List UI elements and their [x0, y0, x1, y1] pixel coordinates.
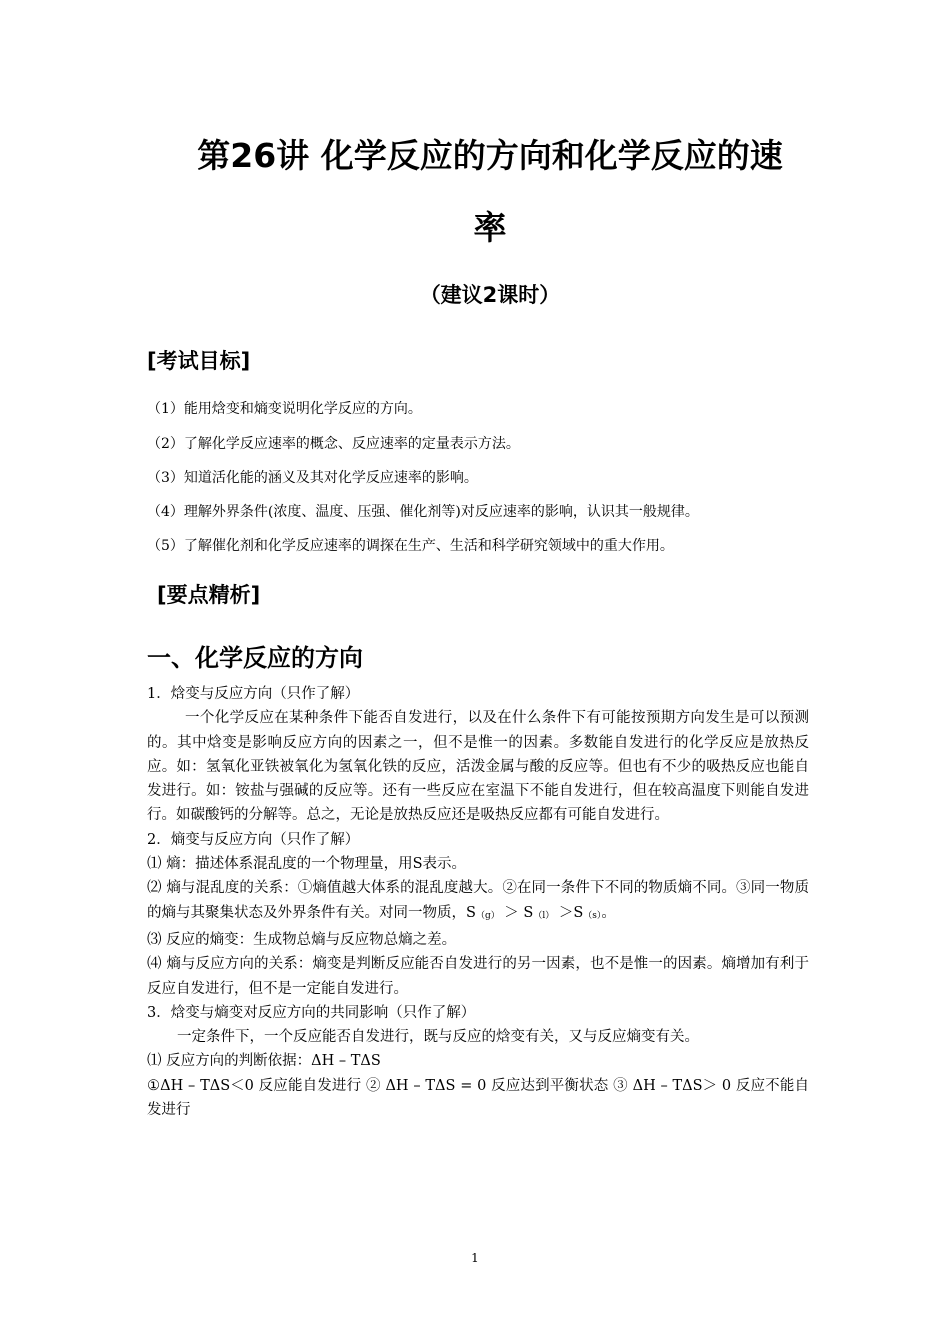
exam-goal-item: （4）理解外界条件(浓度、温度、压强、催化剂等)对反应速率的影响，认识其一般规律。: [147, 504, 699, 520]
exam-goals-heading: [考试目标]: [147, 349, 251, 373]
exam-goal-item: （2）了解化学反应速率的概念、反应速率的定量表示方法。: [147, 436, 520, 452]
paragraph: 一个化学反应在某种条件下能否自发进行，以及在什么条件下有可能按预期方向发生是可以预测的。其中焓变是影响反应方向的因素之一，但不是惟一的因素。多数能自发进行的化学反应是放热反应。如：氢氧化亚铁被氧化为氢氧化铁的反应，活泼金属与酸的反应等。但也有不少的吸热反应也能自发进行。如：铵盐与强碱的反应等。还有一些反应在室温下不能自发进行，但在较高温度下则能自发进行。如碳酸钙的分解等。总之，无论是放热反应还是吸热反应都有可能自发进行。: [147, 710, 809, 824]
list-item: ⑷ 熵与反应方向的关系：熵变是判断反应能否自发进行的另一因素，也不是惟一的因素。熵增加有利于反应自发进行，但不是一定能自发进行。: [147, 956, 809, 997]
section-heading: 一、化学反应的方向: [147, 644, 363, 672]
subscript-solid: （s）: [583, 910, 602, 921]
list-item: ⑴ 熵：描述体系混乱度的一个物理量，用S表示。: [147, 856, 467, 873]
exam-goal-item: （1）能用焓变和熵变说明化学反应的方向。: [147, 401, 422, 417]
comparison-text: ＞S: [554, 904, 584, 921]
end-mark: 。: [601, 904, 616, 921]
page-subtitle: （建议2课时）: [419, 283, 561, 307]
comparison-text: ＞ S: [499, 904, 534, 921]
paragraph: 一定条件下，一个反应能否自发进行，既与反应的焓变有关，又与反应熵变有关。: [177, 1029, 699, 1046]
section-body: [147, 682, 809, 1122]
subsection-title: 1．焓变与反应方向（只作了解）: [147, 686, 360, 702]
exam-goal-item: （5）了解催化剂和化学反应速率的调探在生产、生活和科学研究领域中的重大作用。: [147, 538, 674, 554]
exam-goal-item: （3）知道活化能的涵义及其对化学反应速率的影响。: [147, 470, 478, 486]
page-title-line-2: 率: [473, 208, 507, 247]
subscript-liquid: （l）: [533, 910, 555, 921]
list-item: [147, 876, 809, 928]
subscript-gas: （g）: [475, 910, 500, 921]
list-item: ⑴ 反应方向的判断依据：ΔH – TΔS: [147, 1053, 381, 1070]
page-number: 1: [471, 1251, 479, 1265]
subsection-title: 2．熵变与反应方向（只作了解）: [147, 831, 360, 848]
page-title-line-1: 第26讲 化学反应的方向和化学反应的速: [197, 136, 783, 175]
list-item: ①ΔH – TΔS＜0 反应能自发进行 ② ΔH – TΔS = 0 反应达到平衡状态 ③ ΔH – TΔS＞ 0 反应不能自发进行: [147, 1077, 809, 1119]
list-item-text: ⑵ 熵与混乱度的关系：①熵值越大体系的混乱度越大。②在同一条件下不同的物质熵不同。③同一物质的熵与其聚集状态及外界条件有关。对同一物质，S: [147, 880, 809, 921]
list-item: ⑶ 反应的熵变：生成物总熵与反应物总熵之差。: [147, 931, 457, 948]
subsection-title: 3．焓变与熵变对反应方向的共同影响（只作了解）: [147, 1004, 476, 1021]
key-points-heading: [要点精析]: [157, 583, 261, 607]
